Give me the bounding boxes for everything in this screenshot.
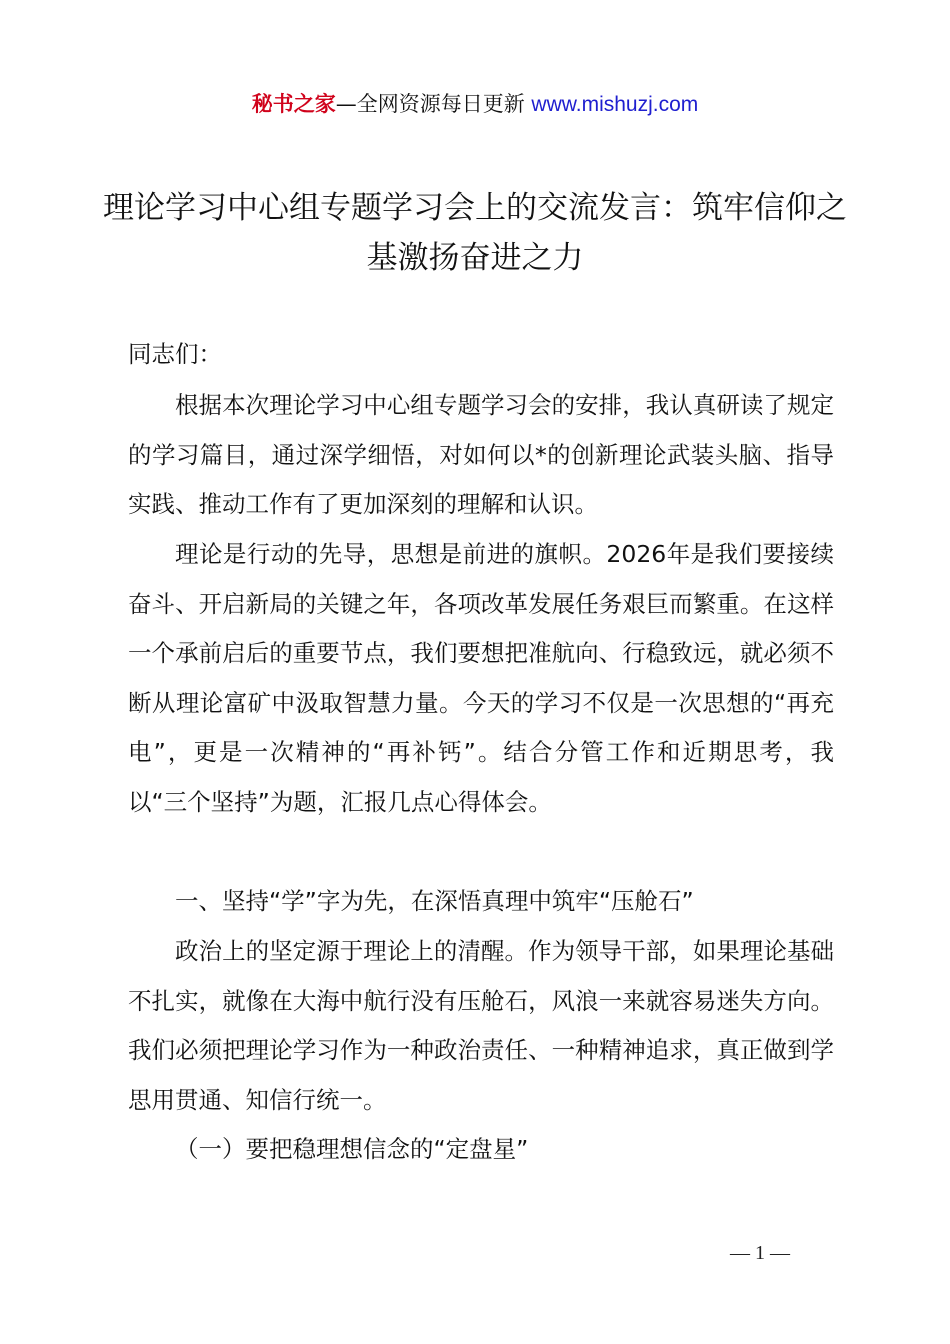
header-url[interactable]: www.mishuzj.com xyxy=(531,93,699,116)
subsection-heading-1: （一）要把稳理想信念的“定盘星” xyxy=(175,1135,529,1163)
paragraph-intro: 根据本次理论学习中心组专题学习会的安排，我认真研读了规定的学习篇目，通过深学细悟，对如何以*的创新理论武装头脑、指导实践、推动工作有了更加深刻的理解和认识。 xyxy=(128,391,834,519)
section-heading-1: 一、坚持“学”字为先，在深悟真理中筑牢“压舱石” xyxy=(175,887,694,915)
page-number: — 1 — xyxy=(730,1242,790,1264)
salutation: 同志们： xyxy=(128,340,222,368)
paragraph-context: 理论是行动的先导，思想是前进的旗帜。2026年是我们要接续奋斗、开启新局的关键之年，各项改革发展任务艰巨而繁重。在这样一个承前启后的重要节点，我们要想把准航向、行稳致远，就必须不断从理论富矿中汲取智慧力量。今天的学习不仅是一次思想的“再充电”，更是一次精神的“再补钙”。结合分管工作和近期思考，我以“三个坚持”为题，汇报几点心得体会。 xyxy=(128,540,834,816)
paragraph-section-1: 政治上的坚定源于理论上的清醒。作为领导干部，如果理论基础不扎实，就像在大海中航行没有压舱石，风浪一来就容易迷失方向。我们必须把理论学习作为一种政治责任、一种精神追求，真正做到学思用贯通、知信行统一。 xyxy=(128,937,834,1114)
brand-name: 秘书之家 xyxy=(251,92,336,116)
watermark-header xyxy=(0,88,950,121)
header-slogan: —全网资源每日更新 xyxy=(335,92,532,116)
document-title: 理论学习中心组专题学习会上的交流发言：筑牢信仰之基激扬奋进之力 xyxy=(103,190,847,276)
